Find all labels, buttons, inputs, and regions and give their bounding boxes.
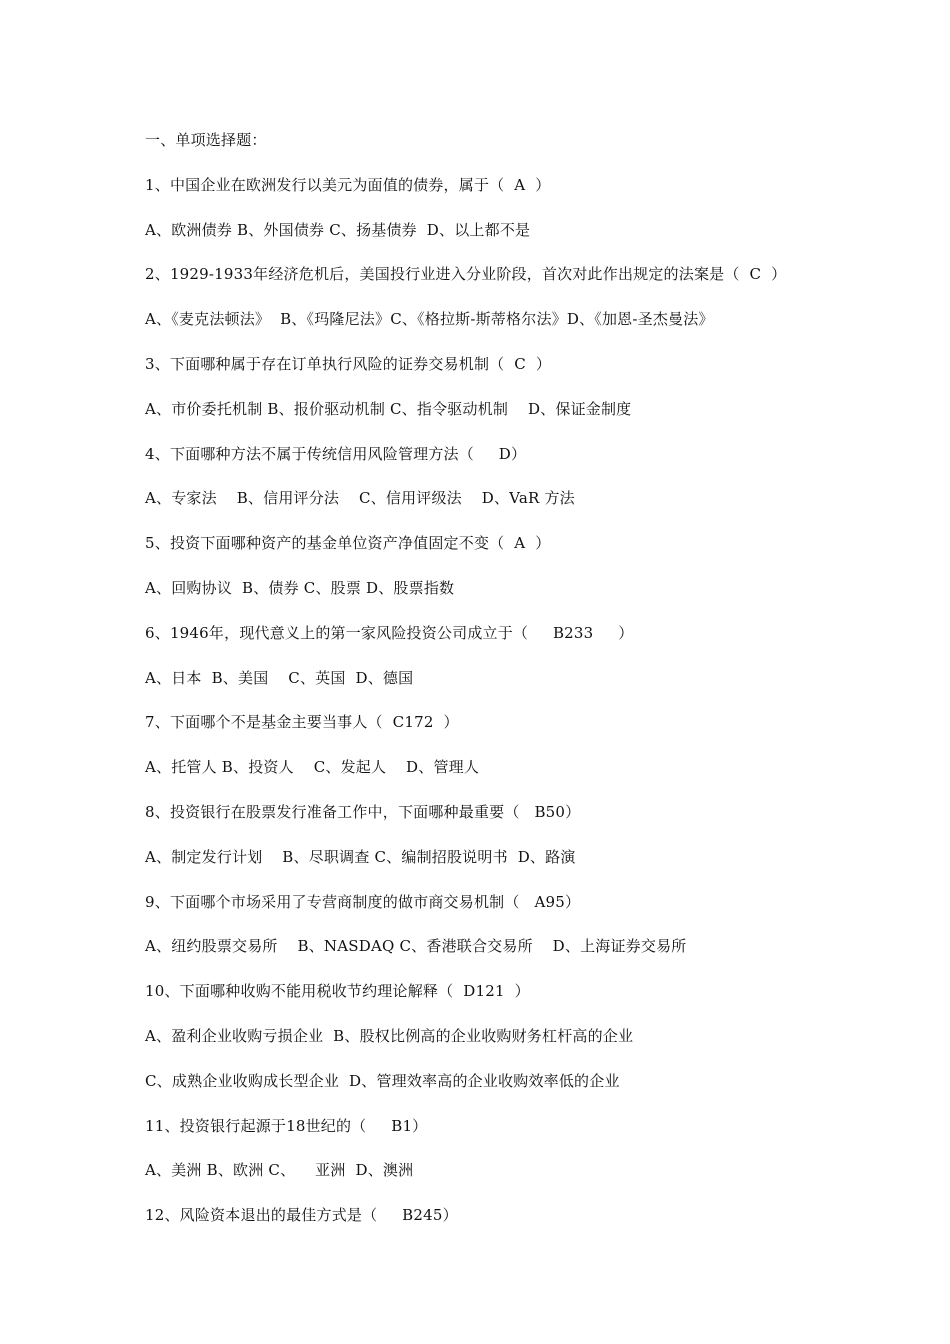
options-8: A、制定发行计划 B、尽职调查 C、编制招股说明书 D、路演 [145, 847, 576, 866]
options-1: A、欧洲债券 B、外国债券 C、扬基债券 D、以上都不是 [145, 220, 531, 239]
options-6: A、日本 B、美国 C、英国 D、德国 [145, 668, 414, 687]
options-11: A、美洲 B、欧洲 C、 亚洲 D、澳洲 [145, 1161, 414, 1180]
question-12: 12、风险资本退出的最佳方式是（ B245） [145, 1206, 458, 1225]
question-10: 10、下面哪种收购不能用税收节约理论解释（ D121 ） [145, 982, 530, 1001]
question-4: 4、下面哪种方法不属于传统信用风险管理方法（ D） [145, 444, 527, 463]
options-10-ab: A、盈利企业收购亏损企业 B、股权比例高的企业收购财务杠杆高的企业 [145, 1026, 634, 1045]
options-9: A、纽约股票交易所 B、NASDAQ C、香港联合交易所 D、上海证券交易所 [145, 937, 687, 956]
options-5: A、回购协议 B、债券 C、股票 D、股票指数 [145, 578, 455, 597]
question-6: 6、1946年，现代意义上的第一家风险投资公司成立于（ B233 ） [145, 623, 634, 642]
options-4: A、专家法 B、信用评分法 C、信用评级法 D、VaR 方法 [145, 489, 575, 508]
options-3: A、市价委托机制 B、报价驱动机制 C、指令驱动机制 D、保证金制度 [145, 399, 632, 418]
question-3: 3、下面哪种属于存在订单执行风险的证券交易机制（ C ） [145, 354, 552, 373]
question-11: 11、投资银行起源于18世纪的（ B1） [145, 1116, 428, 1135]
options-7: A、托管人 B、投资人 C、发起人 D、管理人 [145, 758, 480, 777]
question-8: 8、投资银行在股票发行准备工作中，下面哪种最重要（ B50） [145, 802, 581, 821]
question-2: 2、1929-1933年经济危机后，美国投行业进入分业阶段，首次对此作出规定的法案是（ C ） [145, 265, 787, 284]
question-1: 1、中国企业在欧洲发行以美元为面值的债券，属于（ A ） [145, 175, 551, 194]
section-heading: 一、单项选择题： [145, 131, 267, 149]
question-list [145, 128, 905, 1248]
question-5: 5、投资下面哪种资产的基金单位资产净值固定不变（ A ） [145, 534, 551, 553]
question-7: 7、下面哪个不是基金主要当事人（ C172 ） [145, 713, 459, 732]
options-10-cd: C、成熟企业收购成长型企业 D、管理效率高的企业收购效率低的企业 [145, 1071, 620, 1090]
question-9: 9、下面哪个市场采用了专营商制度的做市商交易机制（ A95） [145, 892, 581, 911]
options-2: A、《麦克法顿法》 B、《玛隆尼法》C、《格拉斯-斯蒂格尔法》D、《加恩-圣杰曼法》 [145, 310, 714, 329]
